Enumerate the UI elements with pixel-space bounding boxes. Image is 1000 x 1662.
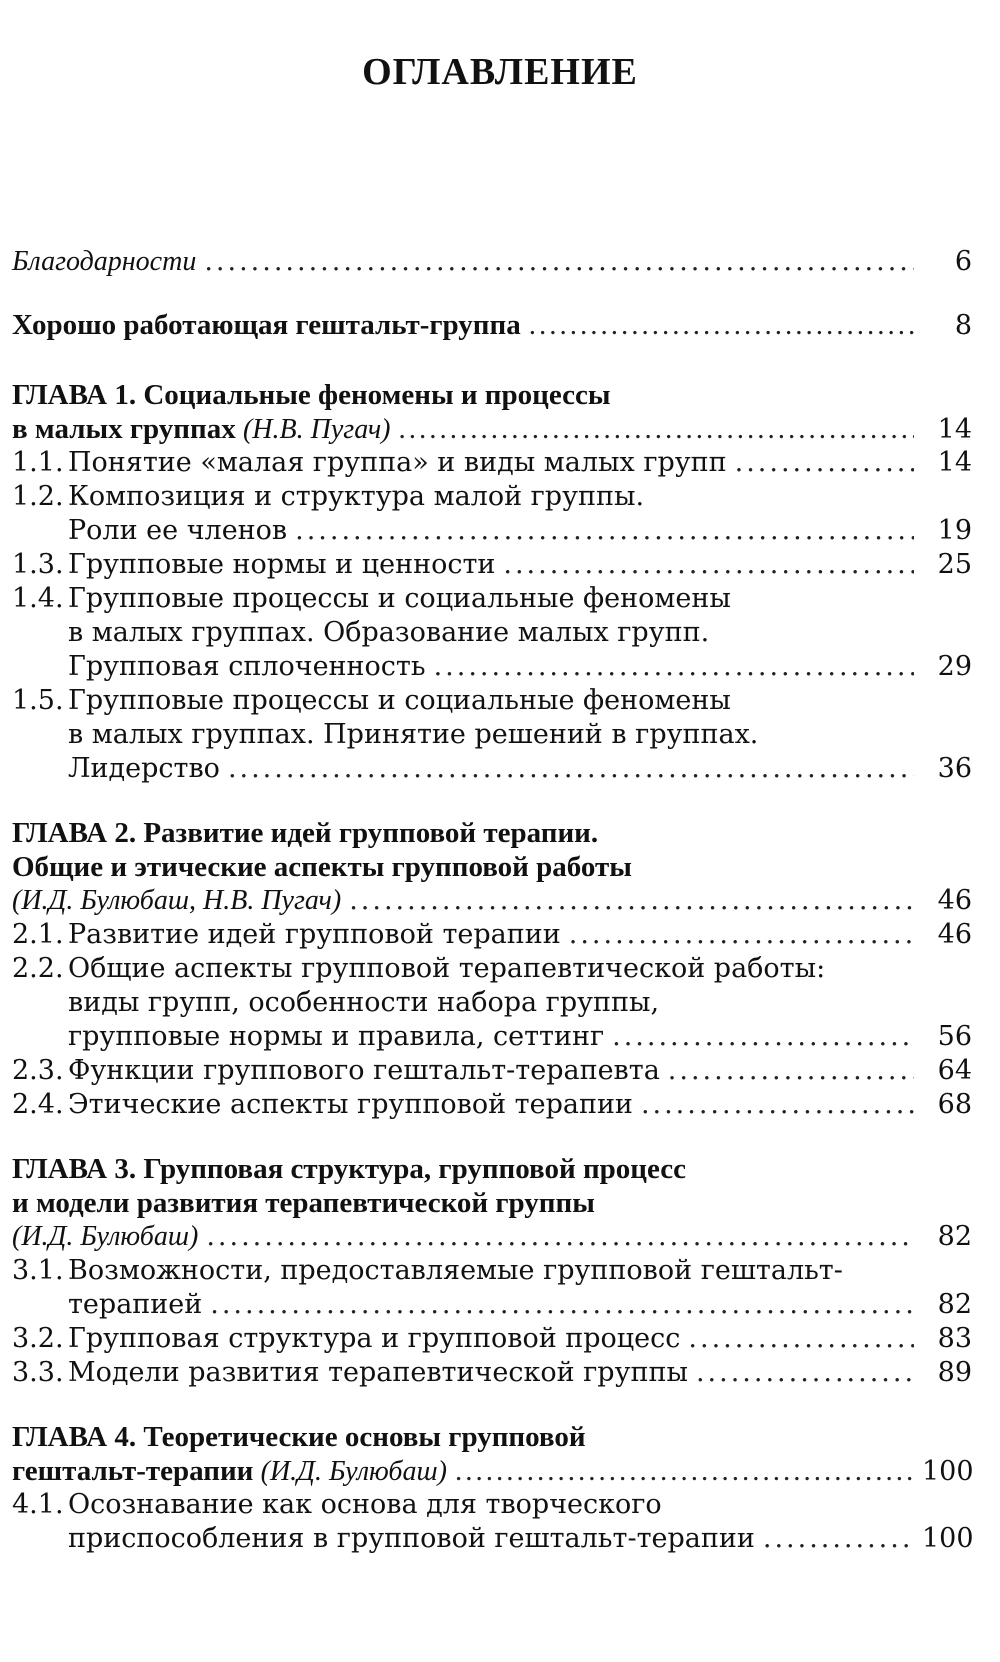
page-number: 14 bbox=[937, 414, 972, 445]
toc-entry-2-2-cont[interactable] bbox=[12, 1020, 972, 1054]
section-number: 4.1. bbox=[12, 1489, 64, 1520]
toc-entry-1-4-line2: в малых группах. Образование малых групп. bbox=[68, 617, 710, 648]
toc-entry-acknowledgements[interactable] bbox=[12, 245, 972, 279]
entry-title: в малых группах (Н.В. Пугач) bbox=[12, 413, 391, 445]
dot-leader bbox=[735, 446, 914, 480]
section-number: 1.3. bbox=[12, 549, 64, 580]
dot-leader bbox=[612, 1020, 914, 1054]
toc-entry-1-5-cont[interactable] bbox=[12, 752, 972, 786]
entry-title: 2.1. Развитие идей групповой терапии bbox=[12, 919, 561, 950]
page-number: 25 bbox=[937, 549, 972, 580]
section-number: 2.3. bbox=[12, 1055, 64, 1086]
toc-entry-4-1-cont[interactable] bbox=[12, 1522, 972, 1556]
entry-title: Композиция и структура малой группы. bbox=[68, 481, 645, 512]
chapter-2-author-line[interactable] bbox=[12, 884, 972, 918]
toc-entry-3-3[interactable] bbox=[12, 1356, 972, 1390]
entry-title: 3.2. Групповая структура и групповой процесс bbox=[12, 1323, 681, 1354]
dot-leader bbox=[641, 1088, 914, 1122]
section-number: 3.3. bbox=[12, 1357, 64, 1388]
entry-title: 1.3. Групповые нормы и ценности bbox=[12, 549, 496, 580]
page-number: 56 bbox=[937, 1021, 972, 1052]
dot-leader bbox=[455, 1454, 914, 1488]
toc-entry-1-2-cont[interactable] bbox=[12, 514, 972, 548]
page-number: 83 bbox=[937, 1323, 972, 1354]
toc-entry-1-1[interactable] bbox=[12, 446, 972, 480]
chapter-author: (Н.В. Пугач) bbox=[242, 414, 391, 445]
page-number: 6 bbox=[954, 246, 972, 277]
page-number: 68 bbox=[937, 1089, 972, 1120]
page-number: 29 bbox=[937, 651, 972, 682]
dot-leader bbox=[204, 245, 914, 279]
dot-leader bbox=[688, 1322, 914, 1356]
chapter-3-heading-cont[interactable]: и модели развития терапевтической группы bbox=[12, 1187, 595, 1219]
section-number: 2.1. bbox=[12, 919, 64, 950]
page-number: 64 bbox=[937, 1055, 972, 1086]
entry-title: 3.3. Модели развития терапевтической группы bbox=[12, 1357, 688, 1388]
section-number: 3.1. bbox=[12, 1255, 64, 1286]
page-title: ОГЛАВЛЕНИЕ bbox=[362, 51, 638, 93]
chapter-3-author-line[interactable] bbox=[12, 1220, 972, 1254]
dot-leader bbox=[210, 1288, 914, 1322]
toc-entry-intro[interactable] bbox=[12, 308, 972, 342]
entry-title: 2.3. Функции группового гештальт-терапевта bbox=[12, 1055, 660, 1086]
dot-leader bbox=[399, 412, 914, 446]
entry-title: Групповые процессы и социальные феномены bbox=[68, 583, 731, 614]
dot-leader bbox=[434, 650, 914, 684]
page-number: 100 bbox=[922, 1523, 974, 1554]
section-number: 1.2. bbox=[12, 481, 64, 512]
chapter-author: (И.Д. Булюбаш, Н.В. Пугач) bbox=[12, 885, 342, 916]
page-number: 46 bbox=[937, 919, 972, 950]
toc-entry-1-3[interactable] bbox=[12, 548, 972, 582]
chapter-2-heading-cont[interactable]: Общие и этические аспекты групповой работы bbox=[12, 851, 632, 883]
dot-leader bbox=[696, 1356, 914, 1390]
page-number: 8 bbox=[954, 310, 972, 341]
entry-title: Хорошо работающая гештальт-группа bbox=[12, 309, 521, 341]
toc-entry-1-2[interactable] bbox=[12, 480, 972, 514]
chapter-4-heading-cont[interactable] bbox=[12, 1454, 972, 1488]
entry-title: 1.1. Понятие «малая группа» и виды малых групп bbox=[12, 447, 727, 478]
dot-leader bbox=[529, 308, 914, 342]
dot-leader bbox=[295, 514, 914, 548]
chapter-3-heading[interactable]: ГЛАВА 3. Групповая структура, групповой процесс bbox=[12, 1153, 686, 1185]
chapter-1-heading[interactable]: ГЛАВА 1. Социальные феномены и процессы bbox=[12, 379, 611, 411]
entry-title: приспособления в групповой гештальт-терапии bbox=[68, 1523, 755, 1554]
toc-entry-1-5[interactable] bbox=[12, 684, 972, 718]
toc-entry-2-2-line2: виды групп, особенности набора группы, bbox=[68, 987, 660, 1018]
dot-leader bbox=[503, 548, 914, 582]
section-number: 2.2. bbox=[12, 953, 64, 984]
toc-entry-1-4-cont[interactable] bbox=[12, 650, 972, 684]
entry-title: 2.4. Этические аспекты групповой терапии bbox=[12, 1089, 633, 1120]
section-number: 1.1. bbox=[12, 447, 64, 478]
section-number: 2.4. bbox=[12, 1089, 64, 1120]
toc-entry-2-2[interactable] bbox=[12, 952, 972, 986]
dot-leader bbox=[668, 1054, 914, 1088]
chapter-author: (И.Д. Булюбаш) bbox=[260, 1456, 447, 1487]
page-number: 89 bbox=[937, 1357, 972, 1388]
page-number: 36 bbox=[937, 753, 972, 784]
toc-entry-2-3[interactable] bbox=[12, 1054, 972, 1088]
chapter-author: (И.Д. Булюбаш) bbox=[12, 1221, 199, 1252]
dot-leader bbox=[569, 918, 914, 952]
entry-title: Лидерство bbox=[68, 753, 220, 784]
entry-title: Благодарности bbox=[12, 246, 197, 277]
toc-entry-2-1[interactable] bbox=[12, 918, 972, 952]
entry-title: Общие аспекты групповой терапевтической работы: bbox=[68, 953, 826, 984]
toc-entry-4-1[interactable] bbox=[12, 1488, 972, 1522]
page-number: 82 bbox=[937, 1289, 972, 1320]
entry-title: групповые нормы и правила, сеттинг bbox=[68, 1021, 605, 1052]
dot-leader bbox=[206, 1220, 914, 1254]
entry-title: Роли ее членов bbox=[68, 515, 288, 546]
toc-entry-3-1-cont[interactable] bbox=[12, 1288, 972, 1322]
entry-title: Групповые процессы и социальные феномены bbox=[68, 685, 731, 716]
section-number: 1.4. bbox=[12, 583, 64, 614]
entry-title: Возможности, предоставляемые групповой гештальт- bbox=[68, 1255, 843, 1286]
page-number: 14 bbox=[937, 447, 972, 478]
toc-entry-2-4[interactable] bbox=[12, 1088, 972, 1122]
chapter-2-heading[interactable]: ГЛАВА 2. Развитие идей групповой терапии. bbox=[12, 817, 599, 849]
toc-entry-3-1[interactable] bbox=[12, 1254, 972, 1288]
dot-leader bbox=[763, 1522, 914, 1556]
page-number: 82 bbox=[937, 1221, 972, 1252]
entry-title: Групповая сплоченность bbox=[68, 651, 426, 682]
toc-entry-3-2[interactable] bbox=[12, 1322, 972, 1356]
dot-leader bbox=[349, 884, 914, 918]
entry-title: Осознавание как основа для творческого bbox=[68, 1489, 662, 1520]
chapter-1-heading-cont[interactable] bbox=[12, 412, 972, 446]
page-number: 46 bbox=[937, 885, 972, 916]
chapter-4-heading[interactable]: ГЛАВА 4. Теоретические основы групповой bbox=[12, 1421, 586, 1453]
page-number: 100 bbox=[922, 1456, 974, 1487]
entry-title: терапией bbox=[68, 1289, 203, 1320]
dot-leader bbox=[228, 752, 914, 786]
toc-entry-1-5-line2: в малых группах. Принятие решений в группах. bbox=[68, 719, 759, 750]
entry-title: гештальт-терапии (И.Д. Булюбаш) bbox=[12, 1455, 447, 1487]
toc-entry-1-4[interactable] bbox=[12, 582, 972, 616]
section-number: 3.2. bbox=[12, 1323, 64, 1354]
page-number: 19 bbox=[937, 515, 972, 546]
section-number: 1.5. bbox=[12, 685, 64, 716]
